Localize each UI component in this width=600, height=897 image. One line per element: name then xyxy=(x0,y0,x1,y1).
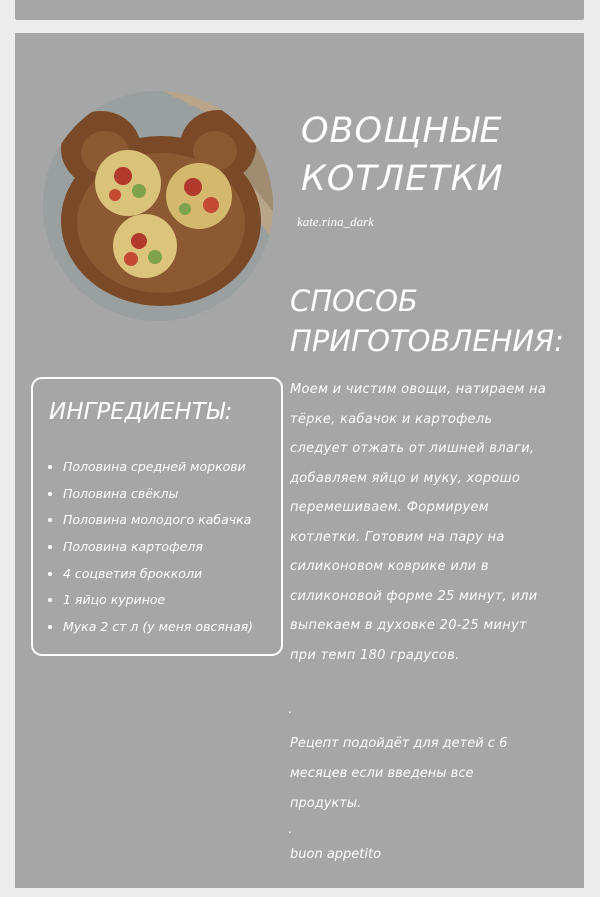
recipe-title xyxy=(301,107,504,203)
method-heading xyxy=(290,281,564,361)
method-text xyxy=(290,375,572,670)
ingredient-item: • Половина средней моркови xyxy=(63,454,253,481)
method-line: выпекаем в духовке 20-25 минут xyxy=(290,618,527,633)
note-line: Рецепт подойдёт для детей с 6 xyxy=(290,736,508,751)
previous-card-edge xyxy=(15,0,584,20)
method-heading-line-2: ПРИГОТОВЛЕНИЯ: xyxy=(290,324,564,358)
author-handle: kate.rina_dark xyxy=(297,214,374,229)
ingredient-item: • Мука 2 ст л (у меня овсяная) xyxy=(63,614,253,641)
method-line: добавляем яйцо и муку, хорошо xyxy=(290,470,521,486)
ingredient-item: • 4 соцветия брокколи xyxy=(63,561,253,588)
method-line: при темп 180 градусов. xyxy=(290,647,460,663)
ingredients-box xyxy=(31,377,283,656)
method-line: котлетки. Готовим на пару на xyxy=(290,529,505,545)
ingredient-item: • 1 яйцо куриное xyxy=(63,587,253,614)
method-line: силиконовом коврике или в xyxy=(290,559,489,574)
method-line: Моем и чистим овощи, натираем на xyxy=(290,382,547,397)
method-heading-line-1: СПОСОБ xyxy=(290,284,418,318)
age-note xyxy=(290,729,507,819)
ingredient-item: • Половина свёклы xyxy=(63,481,253,508)
method-line: силиконовой форме 25 минут, или xyxy=(290,588,538,604)
note-line: продукты. xyxy=(290,796,362,811)
ingredient-item: • Половина картофеля xyxy=(63,534,253,561)
recipe-title-line-2: КОТЛЕТКИ xyxy=(301,159,504,199)
note-line: месяцев если введены все xyxy=(290,766,474,781)
cutlet-shape-2 xyxy=(166,163,232,229)
cutlet-shape-3 xyxy=(113,214,177,278)
separator-dot: . xyxy=(288,821,292,836)
food-photo-icon xyxy=(43,91,273,321)
recipe-card xyxy=(15,33,584,888)
method-line: перемешиваем. Формируем xyxy=(290,500,489,515)
ingredients-list xyxy=(47,454,253,641)
method-line: следует отжать от лишней влаги, xyxy=(290,441,535,456)
separator-dot: . xyxy=(288,701,292,716)
recipe-title-line-1: ОВОЩНЫЕ xyxy=(301,111,503,151)
ingredient-item: • Половина молодого кабачка xyxy=(63,507,253,534)
cutlet-shape-1 xyxy=(95,150,161,216)
method-line: тёрке, кабачок и картофель xyxy=(290,411,493,427)
ingredients-heading: ИНГРЕДИЕНТЫ: xyxy=(49,399,233,425)
signoff-text: buon appetito xyxy=(290,847,382,862)
